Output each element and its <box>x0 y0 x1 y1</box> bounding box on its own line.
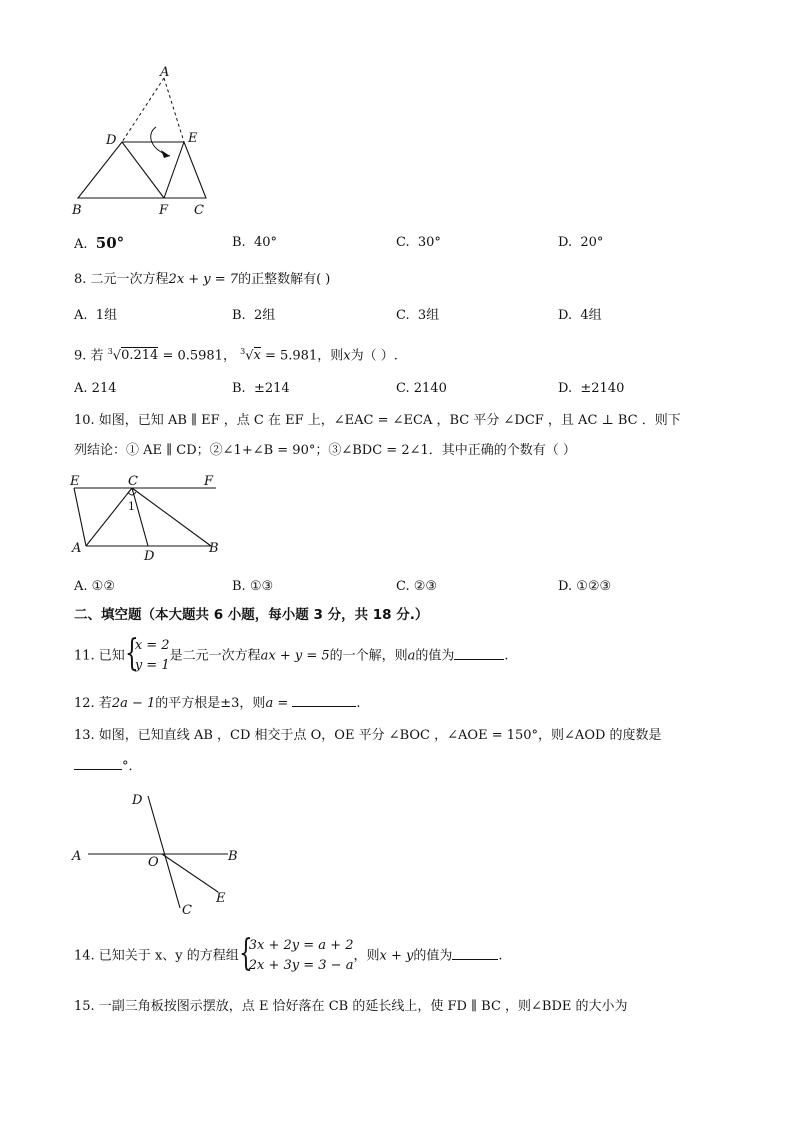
fig13-label-b: B <box>228 849 238 864</box>
fig7-label-e: E <box>188 131 198 146</box>
q10-option-a: A. ①② <box>74 579 115 594</box>
fig13-label-a: A <box>72 849 82 864</box>
q13-answer-blank[interactable] <box>74 757 122 770</box>
q10-stem-line2: 列结论：① AE ∥ CD；②∠1+∠B = 90°；③∠BDC = 2∠1．其中正确的个数有（ ） <box>74 443 576 458</box>
q7-option-b: B. 40° <box>232 235 277 250</box>
section-2-heading: 二、填空题（本大题共 6 小题，每小题 3 分，共 18 分.） <box>74 607 429 623</box>
q8-option-a: A. 1组 <box>74 308 118 323</box>
fig7-label-c: C <box>194 203 204 218</box>
figure-q10 <box>66 470 236 565</box>
q12-stem: 12. 若2a − 1的平方根是±3，则a = . <box>74 696 361 711</box>
fig7-label-a: A <box>160 65 170 80</box>
fig13-label-e: E <box>216 891 226 906</box>
q14-stem: 14. 已知关于 x、y 的方程组 { 3x + 2y = a + 2 2x + 3y = 3 − a ，则x + y的值为 . <box>74 933 503 974</box>
fig10-label-b: B <box>209 541 219 556</box>
fig13-label-c: C <box>182 903 192 918</box>
q8-stem: 8. 二元一次方程2x + y = 7的正整数解有( ) <box>74 272 331 287</box>
q11-stem: 11. 已知 { x = 2 y = 1 是二元一次方程ax + y = 5的一个解，则a的值为 . <box>74 633 509 674</box>
fig10-label-e: E <box>70 474 80 489</box>
q9-option-c: C. 2140 <box>396 381 447 396</box>
q9-option-d: D. ±2140 <box>558 381 625 396</box>
fig10-label-a: A <box>72 541 82 556</box>
fig10-label-d: D <box>144 549 155 564</box>
q14-answer-blank[interactable] <box>452 947 498 960</box>
q7-option-d: D. 20° <box>558 235 604 250</box>
q10-stem-line1: 10. 如图，已知 AB ∥ EF ，点 C 在 EF 上，∠EAC = ∠ECA ，BC 平分 ∠DCF ，且 AC ⊥ BC ．则下 <box>74 413 681 428</box>
fig10-label-c: C <box>128 474 138 489</box>
fig7-label-b: B <box>72 203 82 218</box>
q9-option-a: A. 214 <box>74 381 117 396</box>
q10-option-b: B. ①③ <box>232 579 274 594</box>
q13-stem-line2: °． <box>74 757 142 776</box>
q14-equation-system: { 3x + 2y = a + 2 2x + 3y = 3 − a <box>238 933 354 974</box>
q9-stem: 9. 若 $^3$√0.214 = 0.5981， $^3$√x = 5.981，则x为（ ）. <box>74 347 398 364</box>
q13-stem-line1: 13. 如图，已知直线 AB ，CD 相交于点 O，OE 平分 ∠BOC ，∠AOE = 150°，则∠AOD 的度数是 <box>74 728 662 743</box>
q12-answer-blank[interactable] <box>292 694 356 707</box>
fig7-label-d: D <box>106 133 117 148</box>
fig10-label-f: F <box>204 474 214 489</box>
q8-option-b: B. 2组 <box>232 308 276 323</box>
q10-option-c: C. ②③ <box>396 579 438 594</box>
q11-equation-system: { x = 2 y = 1 <box>124 633 170 674</box>
fig13-label-o: O <box>148 855 159 870</box>
q8-option-d: D. 4组 <box>558 308 602 323</box>
q11-answer-blank[interactable] <box>454 647 504 660</box>
fig7-label-f: F <box>159 203 169 218</box>
q15-stem: 15. 一副三角板按图示摆放，点 E 恰好落在 CB 的延长线上，使 FD ∥ BC ，则∠BDE 的大小为 <box>74 999 628 1014</box>
figure-q13 <box>66 786 256 921</box>
q7-option-a: A. 50° <box>74 234 125 252</box>
figure-q7-triangle <box>66 64 216 224</box>
q10-option-d: D. ①②③ <box>558 579 612 594</box>
fig10-label-1: 1 <box>128 500 135 513</box>
fig13-label-d: D <box>132 793 143 808</box>
q7-option-c: C. 30° <box>396 235 441 250</box>
q9-option-b: B. ±214 <box>232 381 290 396</box>
q8-option-c: C. 3组 <box>396 308 440 323</box>
